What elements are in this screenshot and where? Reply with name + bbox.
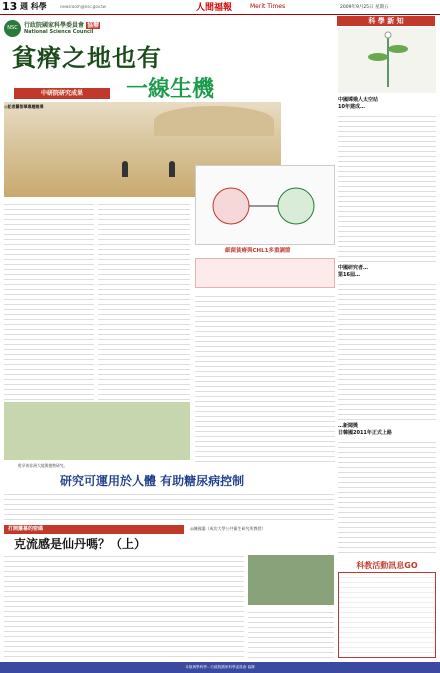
bottom-article-2 bbox=[248, 608, 334, 658]
diagram-figure bbox=[195, 165, 335, 245]
org-badge: 協辦 bbox=[87, 22, 100, 29]
masthead: 人間福報 bbox=[196, 3, 233, 13]
org-name-cn: 行政院國家科學委員會 協辦 bbox=[24, 22, 100, 29]
secondary-article bbox=[4, 490, 334, 522]
main-headline: 貧瘠之地也有 bbox=[12, 43, 162, 72]
news-sub: 第16屆… bbox=[338, 272, 360, 278]
article-column-1 bbox=[4, 200, 94, 400]
right-news-3 bbox=[338, 422, 436, 436]
main-headline-2: 一線生機 bbox=[126, 76, 215, 102]
diagram-svg bbox=[196, 166, 336, 246]
page-number: 13 bbox=[2, 0, 18, 13]
article-column-2 bbox=[98, 200, 190, 400]
news-title: 中國研究者… bbox=[338, 265, 369, 271]
article-column-3 bbox=[195, 292, 335, 462]
right-news-2 bbox=[338, 264, 436, 278]
news-sub: 10年建成… bbox=[338, 104, 365, 110]
bottom-article bbox=[4, 552, 244, 658]
person-figure bbox=[122, 161, 128, 177]
news-sub: 日韓國2011年正式上路 bbox=[338, 430, 392, 436]
diagram-note bbox=[195, 258, 335, 288]
footer: 本版與學科學…行政院國家科學委員會 協辦 bbox=[0, 662, 440, 673]
person-figure bbox=[169, 161, 175, 177]
plant-illustration bbox=[338, 27, 436, 93]
diagram-caption: 細菌貧瘠與CHL1多重調節 bbox=[225, 248, 291, 254]
news-title: …新聞獎 bbox=[338, 423, 359, 429]
email-link[interactable]: newsroom@nsc.gov.tw bbox=[60, 4, 106, 9]
byline-block bbox=[4, 104, 96, 196]
science-news-header: 科 學 新 知 bbox=[337, 16, 435, 26]
nsc-logo-icon: NSC bbox=[4, 20, 21, 37]
news-title: 中國嫦娥人太空站 bbox=[338, 97, 379, 103]
column-bar: 打開簾幕的密碼 bbox=[4, 525, 184, 534]
right-article-2 bbox=[338, 280, 436, 420]
hill bbox=[154, 106, 274, 136]
plant-svg bbox=[338, 27, 436, 93]
bottom-byline: ◎陳國鴻（成功大學公共衛生研究所教授） bbox=[190, 526, 266, 531]
org-name-en: National Science Council bbox=[24, 29, 94, 35]
bottom-headline: 克流感是仙丹嗎？（上） bbox=[14, 537, 147, 551]
right-article-1 bbox=[338, 112, 436, 262]
event-box bbox=[338, 572, 436, 658]
photo-caption: 乾旱的非洲大地與植物研究。 bbox=[18, 463, 68, 468]
section-title: 週 科學 bbox=[20, 2, 47, 11]
event-box-title: 科教活動訊息GO bbox=[356, 561, 418, 570]
right-news bbox=[338, 96, 436, 110]
field-photo bbox=[4, 402, 190, 460]
masthead-english: Merit Times bbox=[250, 3, 286, 10]
subhead: 中研院研究成果 bbox=[14, 88, 110, 99]
bottom-photo bbox=[248, 555, 334, 605]
right-article-3 bbox=[338, 438, 436, 556]
secondary-headline: 研究可運用於人體 有助糖尿病控制 bbox=[60, 474, 245, 488]
byline: ◎記者羅智華專題報導 bbox=[4, 104, 44, 109]
issue-date: 2009年9月25日 星期五 bbox=[340, 5, 389, 10]
